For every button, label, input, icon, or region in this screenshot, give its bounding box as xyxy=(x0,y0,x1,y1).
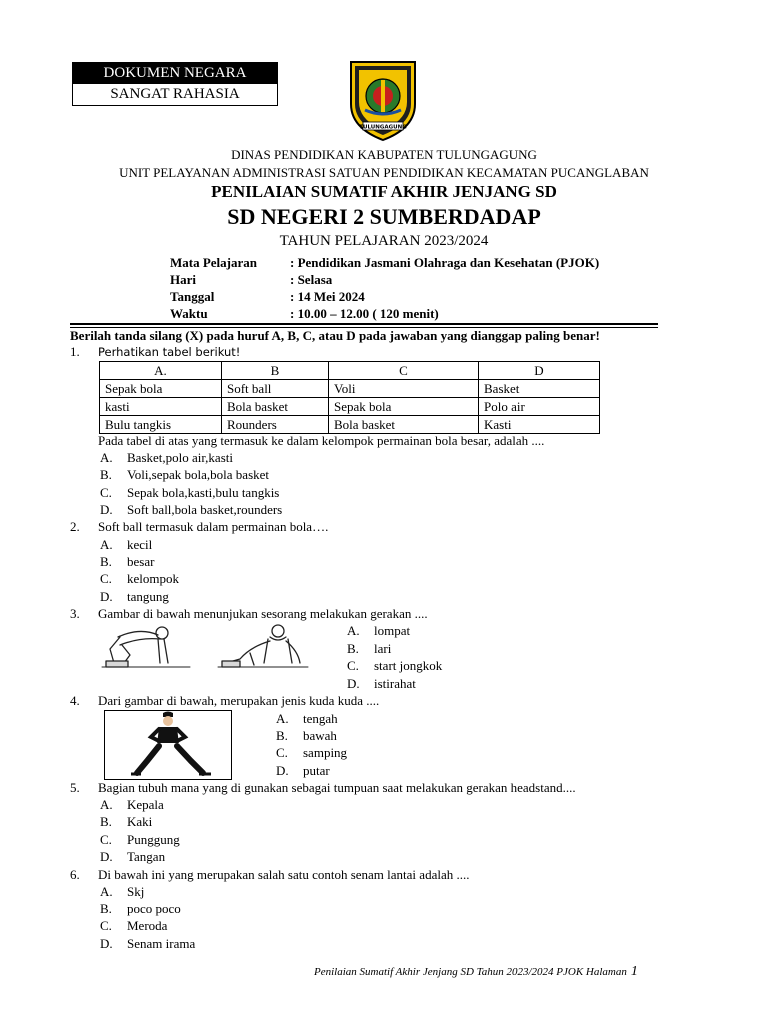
table-row xyxy=(100,398,600,416)
question-4-option-c[interactable]: C. samping xyxy=(276,745,348,760)
table-cell: kasti xyxy=(100,398,222,416)
table-cell: Soft ball xyxy=(222,380,329,398)
table-header-cell: D xyxy=(479,362,600,380)
martial-stance-illustration xyxy=(104,710,232,780)
question-1-option-d[interactable]: D. Soft ball,bola basket,rounders xyxy=(100,502,283,517)
question-2-text: Soft ball termasuk dalam permainan bola…. xyxy=(98,519,329,534)
instruction: Berilah tanda silang (X) pada huruf A, B, C, atau D pada jawaban yang dianggap paling benar! xyxy=(70,328,600,343)
question-4-option-d[interactable]: D. putar xyxy=(276,763,330,778)
question-2-option-a[interactable]: A. kecil xyxy=(100,537,153,552)
martial-stance-icon xyxy=(105,711,231,779)
meta-row-subject: Mata Pelajaran : Pendidikan Jasmani Olahraga dan Kesehatan (PJOK) xyxy=(170,255,600,270)
question-6-number: 6. xyxy=(70,867,80,882)
question-1-followup: Pada tabel di atas yang termasuk ke dalam kelompok permainan bola besar, adalah .... xyxy=(98,433,545,448)
question-2-option-c[interactable]: C. kelompok xyxy=(100,571,179,586)
question-1-text: Perhatikan tabel berikut! xyxy=(98,345,241,359)
header-exam: PENILAIAN SUMATIF AKHIR JENJANG SD xyxy=(211,182,557,201)
meta-row-date: Tanggal : 14 Mei 2024 xyxy=(170,289,365,304)
table-cell: Rounders xyxy=(222,416,329,434)
svg-text:TULUNGAGUNG: TULUNGAGUNG xyxy=(359,124,407,131)
table-cell: Sepak bola xyxy=(100,380,222,398)
question-3-option-b[interactable]: B. lari xyxy=(347,641,392,656)
question-3-option-a[interactable]: A. lompat xyxy=(347,623,411,638)
table-cell: Basket xyxy=(479,380,600,398)
question-6-text: Di bawah ini yang merupakan salah satu contoh senam lantai adalah .... xyxy=(98,867,470,882)
crouch-start-illustration xyxy=(100,623,310,670)
question-6-option-a[interactable]: A. Skj xyxy=(100,884,145,899)
question-2-option-b[interactable]: B. besar xyxy=(100,554,155,569)
question-4-text: Dari gambar di bawah, merupakan jenis kuda kuda .... xyxy=(98,693,380,708)
table-header-cell: C xyxy=(329,362,479,380)
question-1-option-c[interactable]: C. Sepak bola,kasti,bulu tangkis xyxy=(100,485,280,500)
table-header-cell: B xyxy=(222,362,329,380)
meta-row-time: Waktu : 10.00 – 12.00 ( 120 menit) xyxy=(170,306,439,321)
question-4-option-a[interactable]: A. tengah xyxy=(276,711,338,726)
question-6-option-d[interactable]: D. Senam irama xyxy=(100,936,196,951)
classification-box xyxy=(72,62,278,106)
question-4-option-b[interactable]: B. bawah xyxy=(276,728,337,743)
question-1-option-a[interactable]: A. Basket,polo air,kasti xyxy=(100,450,233,465)
question-3-option-c[interactable]: C. start jongkok xyxy=(347,658,443,673)
header-school: SD NEGERI 2 SUMBERDADAP xyxy=(227,204,541,229)
question-1-option-b[interactable]: B. Voli,sepak bola,bola basket xyxy=(100,467,270,482)
exam-meta xyxy=(170,254,599,322)
header-dinas: DINAS PENDIDIKAN KABUPATEN TULUNGAGUNG xyxy=(231,147,537,162)
header-year: TAHUN PELAJARAN 2023/2024 xyxy=(279,233,489,249)
question-5-option-a[interactable]: A. Kepala xyxy=(100,797,164,812)
question-5-option-d[interactable]: D. Tangan xyxy=(100,849,166,864)
classification-line-2: SANGAT RAHASIA xyxy=(73,83,277,105)
question-3-text: Gambar di bawah menunjukan sesorang melakukan gerakan .... xyxy=(98,606,428,621)
question-1-number: 1. xyxy=(70,344,80,359)
table-cell: Sepak bola xyxy=(329,398,479,416)
divider-thick xyxy=(70,323,658,325)
question-6-option-b[interactable]: B. poco poco xyxy=(100,901,181,916)
question-5-text: Bagian tubuh mana yang di gunakan sebagai tumpuan saat melakukan gerakan headstand.... xyxy=(98,780,576,795)
table-header-row xyxy=(100,362,600,380)
question-3-option-d[interactable]: D. istirahat xyxy=(347,676,416,691)
question-4-number: 4. xyxy=(70,693,80,708)
table-cell: Polo air xyxy=(479,398,600,416)
table-cell: Bola basket xyxy=(329,416,479,434)
table-cell: Bola basket xyxy=(222,398,329,416)
question-5-option-b[interactable]: B. Kaki xyxy=(100,814,153,829)
page-number: 1 xyxy=(630,964,638,979)
table-header-cell: A. xyxy=(100,362,222,380)
meta-row-day: Hari : Selasa xyxy=(170,272,333,287)
regency-logo xyxy=(345,58,421,142)
table-cell: Kasti xyxy=(479,416,600,434)
footer-text: Penilaian Sumatif Akhir Jenjang SD Tahun 2023/2024 PJOK Halaman xyxy=(314,966,627,978)
table-cell: Bulu tangkis xyxy=(100,416,222,434)
table-cell: Voli xyxy=(329,380,479,398)
regency-emblem-icon xyxy=(345,58,421,142)
question-6-option-c[interactable]: C. Meroda xyxy=(100,918,168,933)
question-2-option-d[interactable]: D. tangung xyxy=(100,589,169,604)
question-2-number: 2. xyxy=(70,519,80,534)
table-row xyxy=(100,380,600,398)
question-5-option-c[interactable]: C. Punggung xyxy=(100,832,180,847)
sports-table xyxy=(99,361,600,434)
page-footer xyxy=(314,964,638,980)
question-3-number: 3. xyxy=(70,606,80,621)
table-row xyxy=(100,416,600,434)
question-5-number: 5. xyxy=(70,780,80,795)
classification-line-1: DOKUMEN NEGARA xyxy=(73,63,277,83)
header-unit: UNIT PELAYANAN ADMINISTRASI SATUAN PENDIDIKAN KECAMATAN PUCANGLABAN xyxy=(119,165,649,180)
crouch-start-icon xyxy=(100,623,310,670)
